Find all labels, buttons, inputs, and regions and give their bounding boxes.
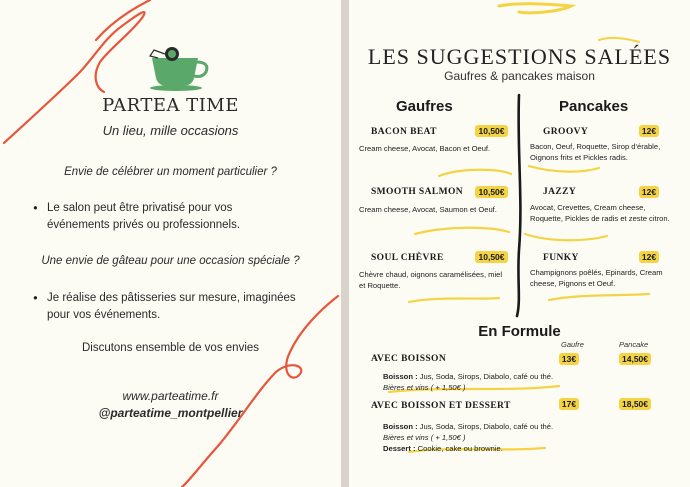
website-link[interactable]: www.parteatime.fr [122,389,219,403]
formule-name: AVEC BOISSON ET DESSERT [371,401,511,411]
description-line: Chèvre chaud, oignons caramélisées, miel [359,270,503,279]
description-line: Oignons frits et Pickles radis. [530,153,628,162]
formule-description [383,421,613,454]
formule-name: AVEC BOISSON [371,354,447,364]
price-badge: 10,50€ [475,125,508,137]
pancakes-heading: Pancakes [559,98,629,115]
menu-item-description [530,202,690,224]
price-badge-pancake: 14,50€ [619,353,651,365]
bullet-privatisation-text [47,200,309,234]
description-line: et Roquette. [359,281,401,290]
column-label-pancake: Pancake [619,340,649,349]
brand-name: PARTEA TIME [102,95,239,116]
description-line: Champignons poêlés, Epinards, Cream [530,268,663,277]
description-line: cheese, Pignons et Oeuf. [530,279,616,288]
formule-description [383,371,613,393]
menu-item-name: GROOVY [543,127,589,137]
question-gateau: Une envie de gâteau pour une occasion spéciale ? [41,255,300,267]
brand-tagline: Un lieu, mille occasions [102,123,239,138]
bullet-line: pour vos événements. [47,309,161,321]
boisson-line: Boisson : Jus, Soda, Sirops, Diabolo, café ou thé. [383,422,554,431]
price-badge-pancake: 18,50€ [619,398,651,410]
dessert-line: Dessert : Cookie, cake ou brownie. [383,444,503,453]
price-badge-gaufre: 13€ [559,353,579,365]
menu-item-description [359,269,519,291]
price-badge: 12€ [639,186,659,198]
price-badge-gaufre: 17€ [559,398,579,410]
menu-item-description [359,143,519,154]
menu-item-description [530,267,690,289]
right-page [349,0,690,487]
description-line: Bacon, Oeuf, Roquette, Sirop d'érable, [530,142,661,151]
description-line: Avocat, Crevettes, Cream cheese, [530,203,646,212]
price-badge: 10,50€ [475,186,508,198]
gaufres-heading: Gaufres [396,98,453,115]
page-subtitle: Gaufres & pancakes maison [444,69,595,83]
menu-item-name: JAZZY [543,187,577,197]
call-to-action: Discutons ensemble de vos envies [81,342,260,354]
description-line: Roquette, Pickles de radis et zeste citron. [530,214,670,223]
teacup-logo-icon [138,44,214,92]
menu-item-name: SOUL CHÈVRE [371,253,444,263]
bullet-line: Le salon peut être privatisé pour vos [47,202,233,214]
menu-item-description [359,204,519,215]
price-badge: 10,50€ [475,251,508,263]
page-title: LES SUGGESTIONS SALÉES [367,44,672,69]
menu-item-name: FUNKY [543,253,579,263]
instagram-handle[interactable]: @parteatime_montpellier [98,406,243,420]
left-page [0,0,341,487]
bullet-line: Je réalise des pâtisseries sur mesure, imaginées [47,292,296,304]
column-label-gaufre: Gaufre [561,340,584,349]
menu-item-name: BACON BEAT [371,127,437,137]
bullet: • [32,291,39,305]
price-badge: 12€ [639,251,659,263]
extra-line: Bières et vins ( + 1,50€ ) [383,433,466,442]
extra-line: Bières et vins ( + 1,50€ ) [383,383,466,392]
price-badge: 12€ [639,125,659,137]
question-celebration: Envie de célébrer un moment particulier ? [64,166,277,178]
menu-item-name: SMOOTH SALMON [371,187,464,197]
bullet-patisserie-text [47,290,309,324]
boisson-line: Boisson : Jus, Soda, Sirops, Diabolo, café ou thé. [383,372,554,381]
bullet-line: événements privés ou professionnels. [47,219,241,231]
formule-heading: En Formule [478,323,561,340]
bullet: • [32,201,39,215]
menu-item-description [530,141,690,163]
description-line: Cream cheese, Avocat, Bacon et Oeuf. [359,144,491,153]
description-line: Cream cheese, Avocat, Saumon et Oeuf. [359,205,497,214]
